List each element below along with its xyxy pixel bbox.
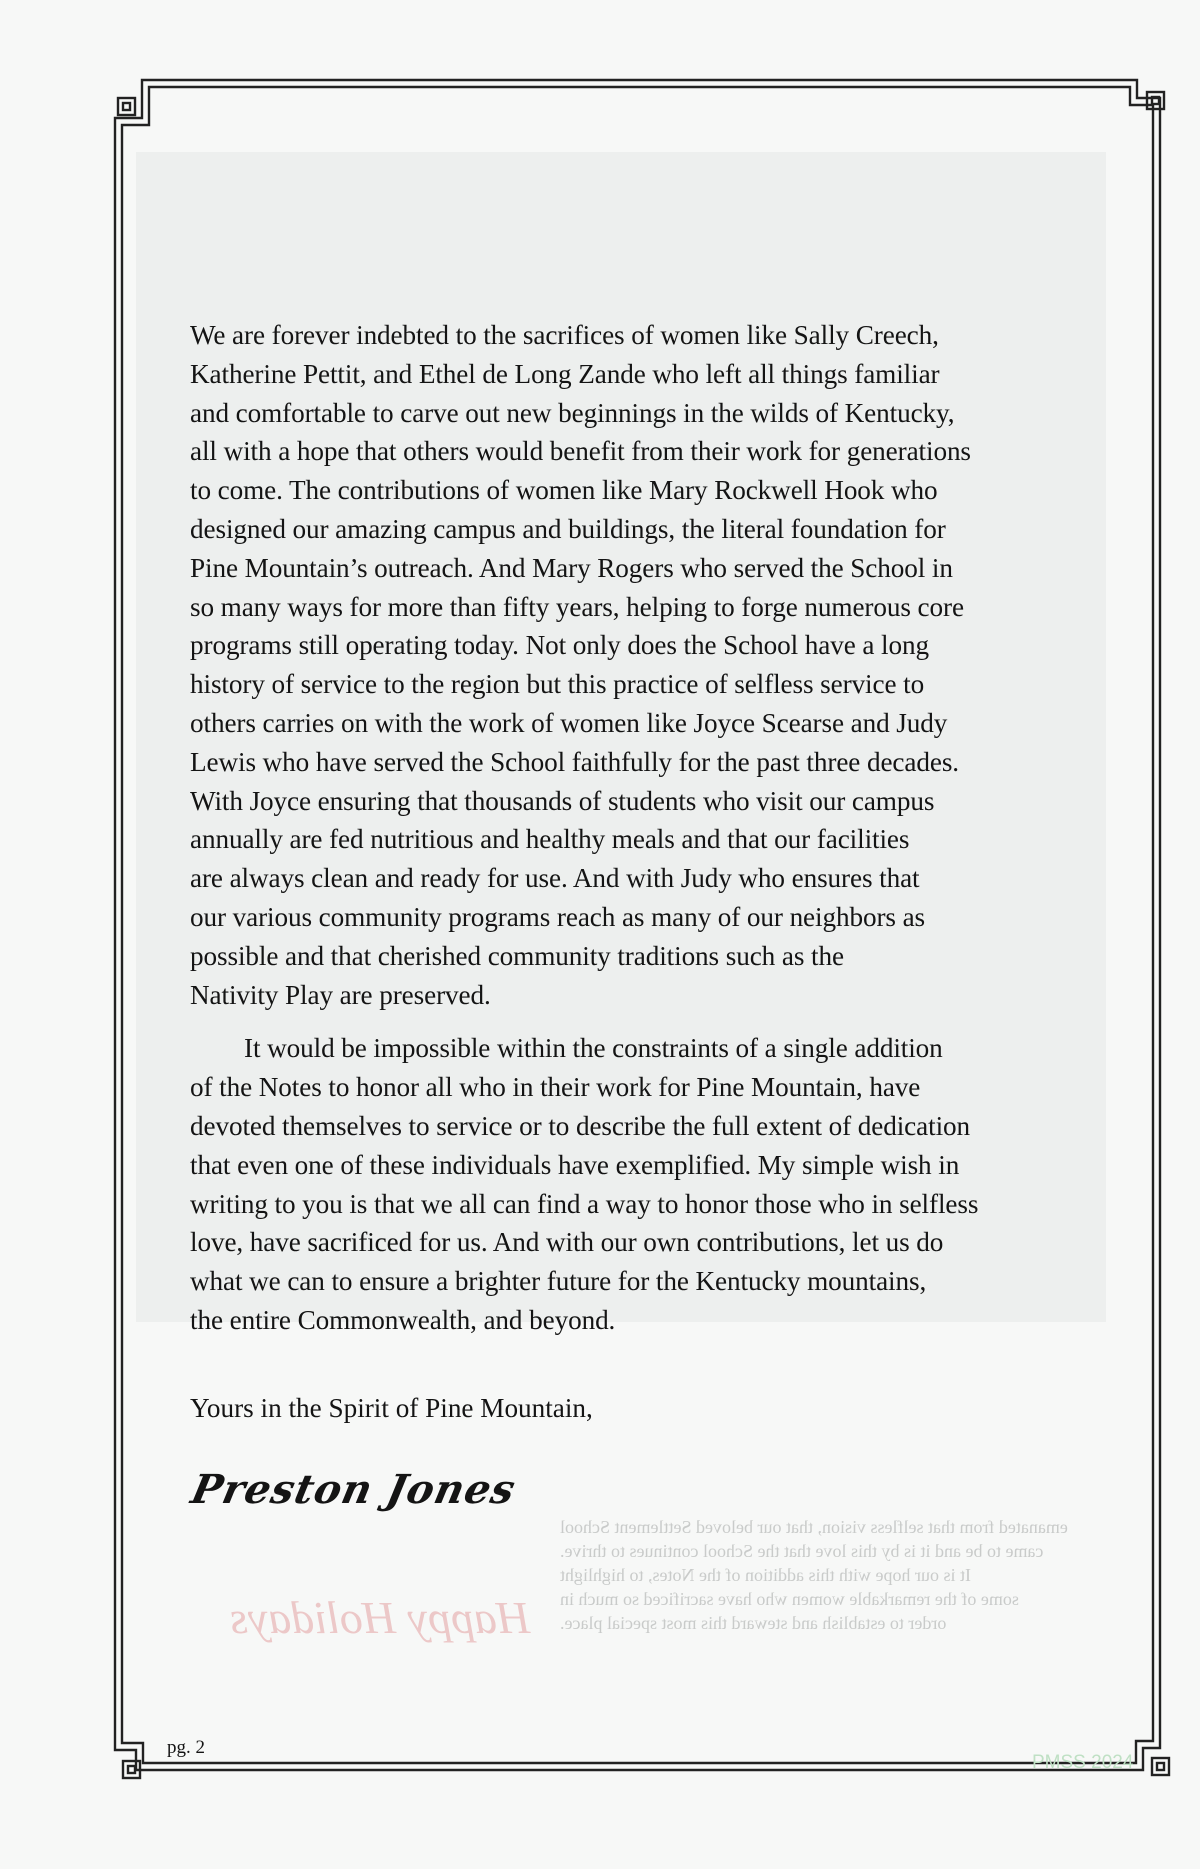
bleed-through-line: emanated from that selfless vision, that our beloved Settlement School (560, 1517, 1068, 1537)
text-line: what we can to ensure a brighter future for the Kentucky mountains, (190, 1266, 927, 1297)
letter-closing: Yours in the Spirit of Pine Mountain, (190, 1393, 593, 1423)
text-line: Nativity Play are preserved. (190, 979, 491, 1010)
text-line: annually are fed nutritious and healthy meals and that our facilities (190, 824, 910, 855)
text-line: programs still operating today. Not only does the School have a long (190, 630, 929, 661)
signature: Preston Jones (187, 1466, 521, 1513)
text-line: With Joyce ensuring that thousands of students who visit our campus (190, 785, 935, 816)
bleed-through-line: order to establish and steward this most special place. (560, 1613, 947, 1633)
bleed-through-line: came to be and it is by this love that the School continues to thrive. (560, 1541, 1044, 1561)
text-line: and comfortable to carve out new beginnings in the wilds of Kentucky, (190, 397, 955, 428)
text-line: Lewis who have served the School faithfully for the past three decades. (190, 746, 959, 777)
text-line: all with a hope that others would benefit from their work for generations (190, 436, 971, 467)
watermark: PMSS 2024 (1032, 1752, 1134, 1773)
text-line: that even one of these individuals have exemplified. My simple wish in (190, 1149, 960, 1180)
letter-paragraph-2 (190, 1029, 1150, 1339)
text-line: the entire Commonwealth, and beyond. (190, 1304, 616, 1335)
text-line: so many ways for more than fifty years, helping to forge numerous core (190, 591, 964, 622)
text-line: Katherine Pettit, and Ethel de Long Zande who left all things familiar (190, 358, 940, 389)
corner-knot-top-left (118, 98, 135, 115)
corner-knot-bottom-right (1152, 1758, 1169, 1775)
text-line: love, have sacrificed for us. And with our own contributions, let us do (190, 1227, 944, 1258)
letter-body (190, 316, 1150, 1340)
text-line: We are forever indebted to the sacrifices of women like Sally Creech, (190, 320, 939, 350)
text-line: history of service to the region but this practice of selfless service to (190, 669, 925, 700)
bleed-through-heading: Happy Holidays (230, 1592, 531, 1643)
page-number: pg. 2 (167, 1737, 205, 1758)
text-line: others carries on with the work of women like Joyce Scearse and Judy (190, 707, 948, 738)
text-line: of the Notes to honor all who in their work for Pine Mountain, have (190, 1072, 921, 1103)
text-line: designed our amazing campus and buildings, the literal foundation for (190, 513, 946, 544)
text-line: devoted themselves to service or to describe the full extent of dedication (190, 1110, 971, 1141)
letter-paragraph-1 (190, 316, 1150, 1014)
text-line: writing to you is that we all can find a way to honor those who in selfless (190, 1188, 979, 1219)
text-line: possible and that cherished community traditions such as the (190, 940, 844, 971)
bleed-through-line: It is our hope with this addition of the Notes, to highlight (560, 1565, 971, 1585)
text-line: Pine Mountain’s outreach. And Mary Rogers who served the School in (190, 552, 953, 583)
text-line: our various community programs reach as many of our neighbors as (190, 901, 926, 932)
bleed-through-line: some of the remarkable women who have sacrificed so much in (560, 1589, 1019, 1609)
text-line: It would be impossible within the constraints of a single addition (244, 1033, 943, 1064)
corner-knot-top-right (1147, 92, 1164, 109)
text-line: to come. The contributions of women like Mary Rockwell Hook who (190, 475, 938, 506)
text-line: are always clean and ready for use. And with Judy who ensures that (190, 863, 920, 894)
